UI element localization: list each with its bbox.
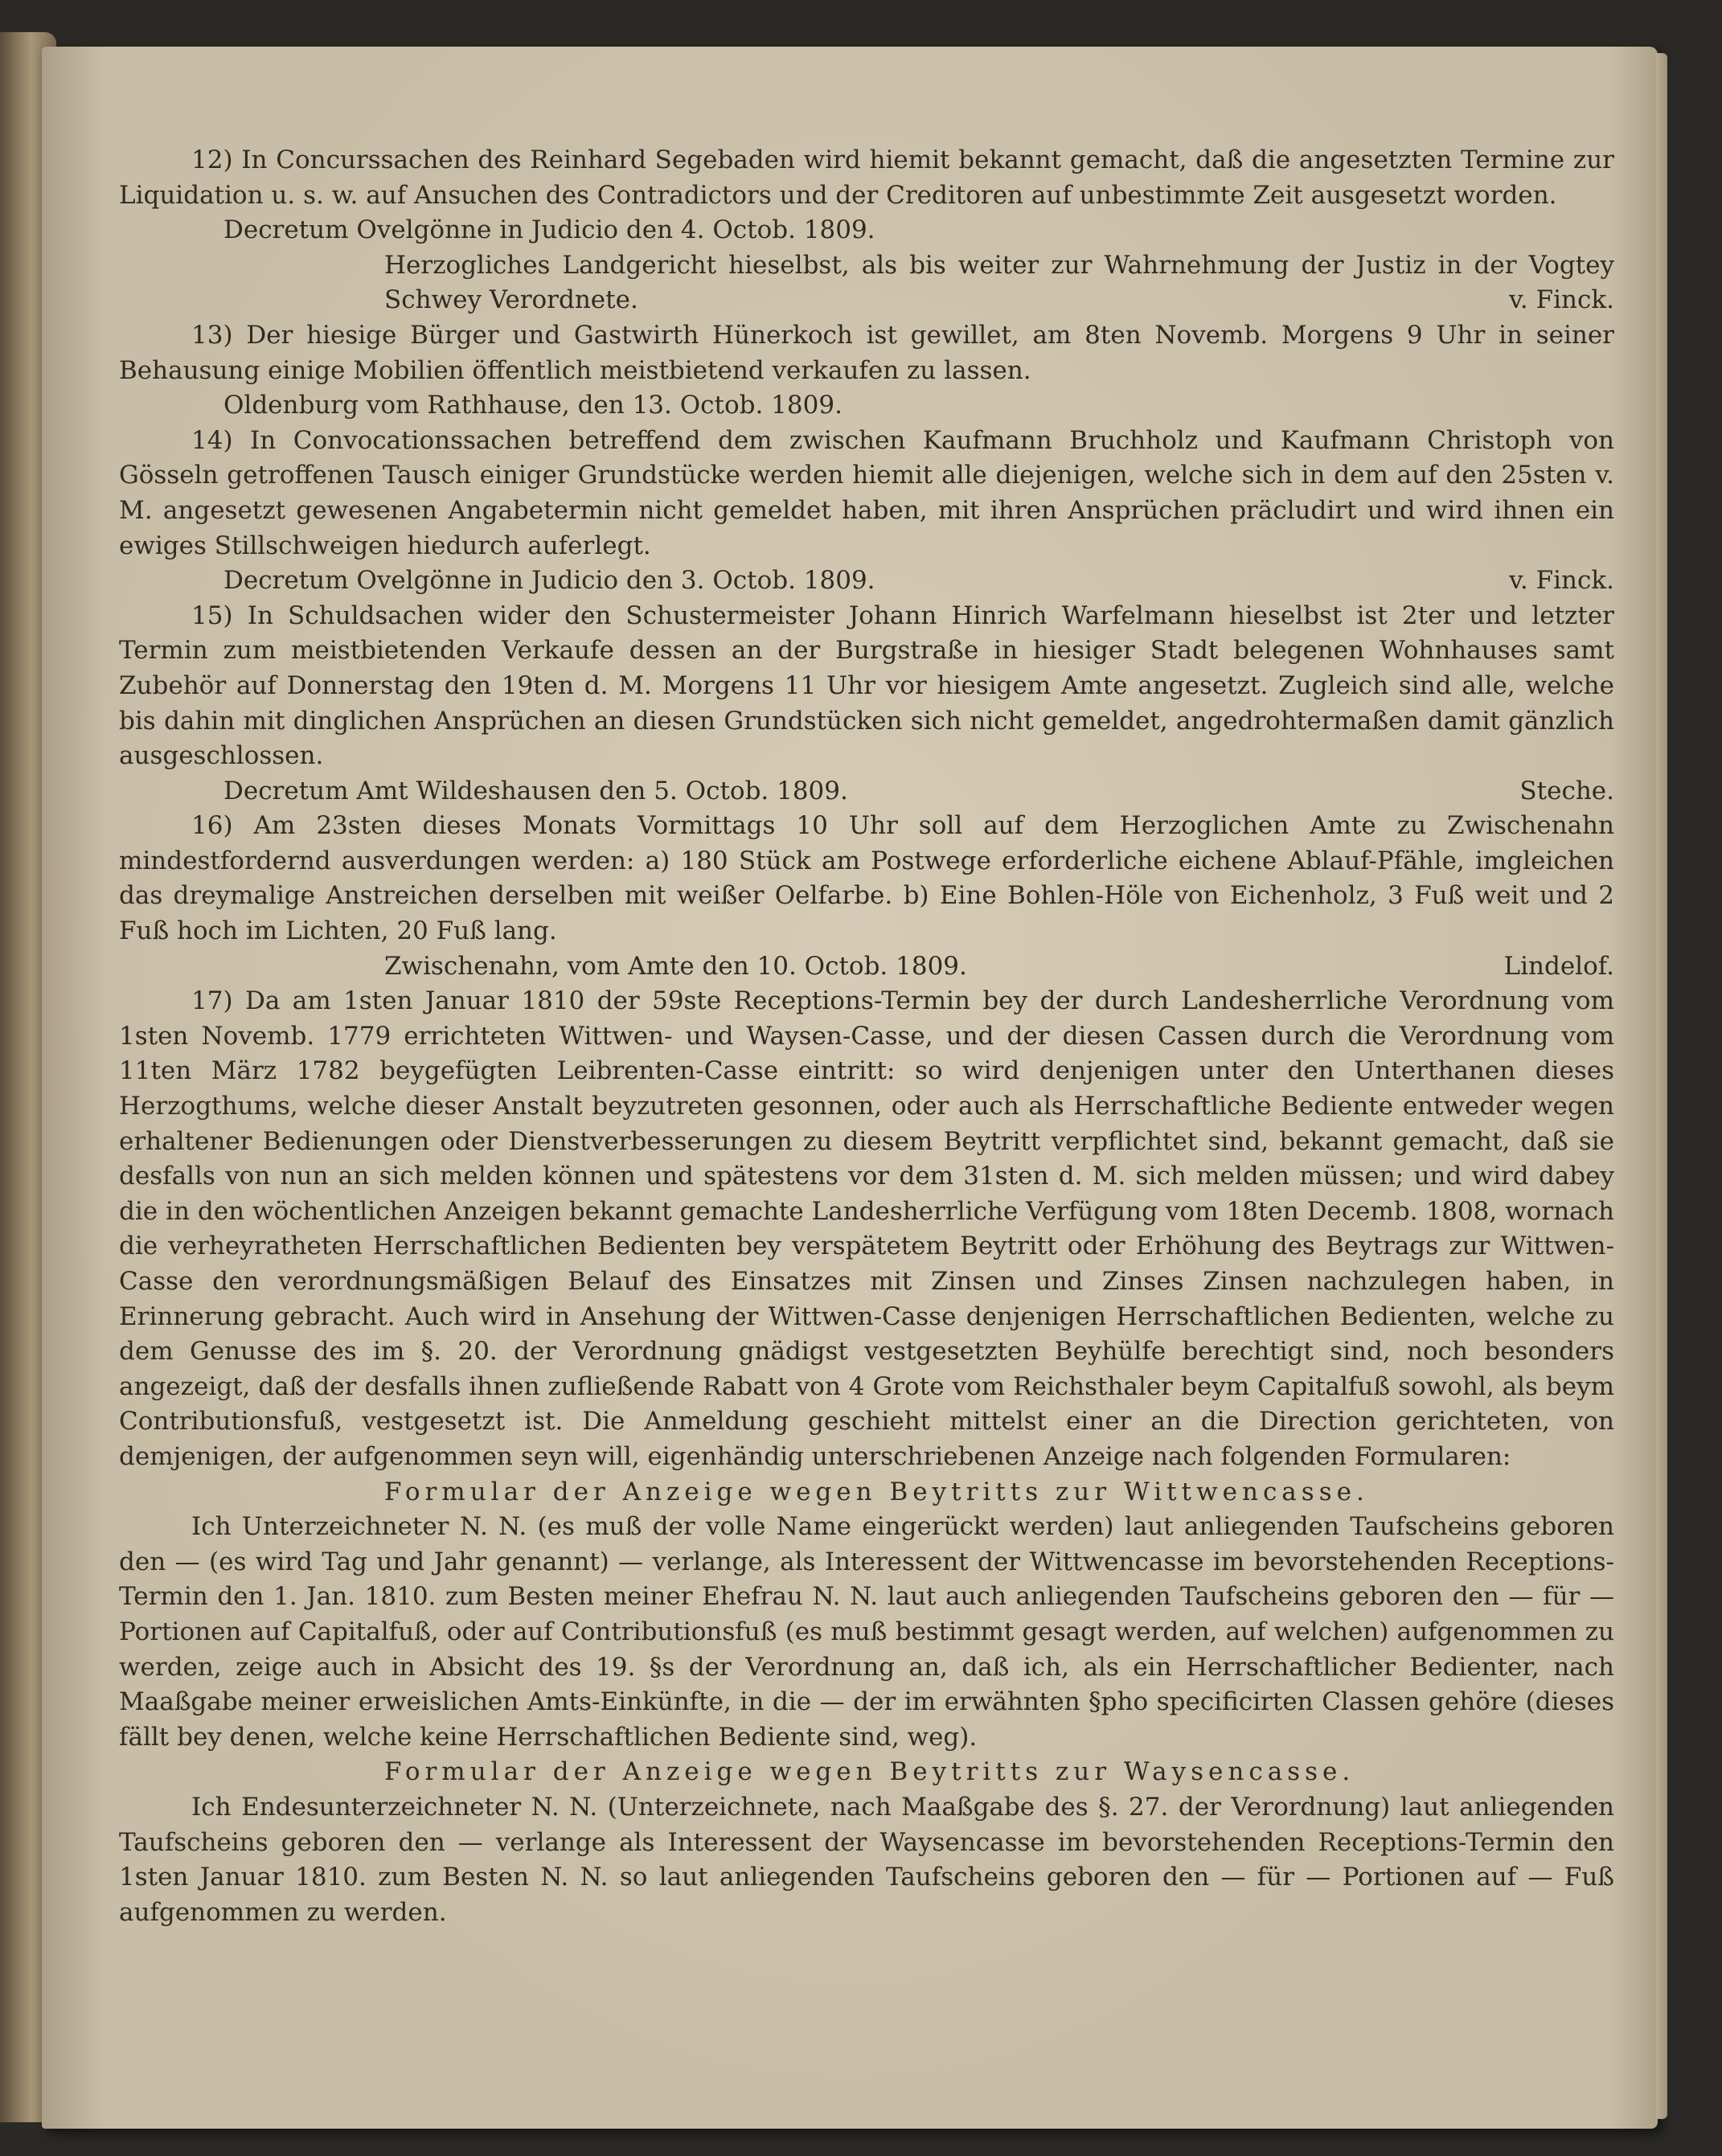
page-edge	[1656, 53, 1667, 2119]
entry-17	[119, 984, 1614, 1474]
entry-13	[119, 318, 1614, 388]
formular-2-heading: Formular der Anzeige wegen Beytritts zur Waysencasse.	[384, 1757, 1355, 1787]
signature: Lindelof.	[1503, 951, 1614, 981]
entry-text: In Schuldsachen wider den Schustermeister Johann Hinrich Warfelmann hieselbst ist 2ter und letzter Termin zum meistbietenden Verkaufe dessen an der Burgstraße in hiesiger Stadt belegenen Wohnhauses samt Zubehör auf Donnerstag den 19ten d. M. Morgens 11 Uhr vor hiesigem Amte angesetzt. Zugleich sind alle, welche bis dahin mit dinglichen Ansprüchen an diesen Grundstücken sich nicht gemeldet, angedrohtermaßen damit gänzlich ausgeschlossen.	[119, 600, 1614, 771]
formular-1-heading: Formular der Anzeige wegen Beytritts zur Wittwencasse.	[384, 1477, 1369, 1506]
signature: v. Finck.	[1509, 566, 1614, 596]
entry-text: Der hiesige Bürger und Gastwirth Hünerkoch ist gewillet, am 8ten Novemb. Morgens 9 Uhr in seiner Behausung einige Mobilien öffentlich meistbietend verkaufen zu lassen.	[119, 320, 1615, 385]
decree-line: Zwischenahn, vom Amte den 10. Octob. 1809.	[384, 951, 967, 981]
entry-number: 16)	[191, 811, 233, 841]
formular-2-text: Ich Endesunterzeichneter N. N. (Unterzeichnete, nach Maaßgabe des §. 27. der Verordnung) laut anliegenden Taufscheins geboren den — verlange als Interessent der Waysencasse im bevorstehenden Receptions-Termin den 1sten Januar 1810. zum Besten N. N. so laut anliegenden Taufscheins geboren den — für — Portionen auf — Fuß aufgenommen zu werden.	[119, 1792, 1614, 1927]
document-page	[42, 47, 1658, 2129]
decree-line: Oldenburg vom Rathhause, den 13. Octob. 1809.	[223, 391, 843, 420]
entry-14	[119, 424, 1614, 564]
decree-line: Decretum Ovelgönne in Judicio den 3. Octob. 1809.	[223, 566, 875, 596]
signature: v. Finck.	[1509, 285, 1614, 315]
entry-12-decree	[119, 213, 1614, 248]
entry-text: In Concurssachen des Reinhard Segebaden wird hiemit bekannt gemacht, daß die angesetzten Termine zur Liquidation u. s. w. auf Ansuchen des Contradictors und der Creditoren auf unbestimmte Zeit ausgesetzt worden.	[119, 146, 1614, 210]
entry-text: Da am 1sten Januar 1810 der 59ste Receptions-Termin bey der durch Landesherrliche Verordnung vom 1sten Novemb. 1779 errichteten Wittwen- und Waysen-Casse, und der diesen Cassen durch die Verordnung vom 11ten März 1782 beygefügten Leibrenten-Casse eintritt: so wird denjenigen unter den Unterthanen dieses Herzogthums, welche dieser Anstalt beyzutreten gesonnen, oder auch als Herrschaftliche Bediente entweder wegen erhaltener Bedienungen oder Dienstverbesserungen zu diesem Beytritt verpflichtet sind, bekannt gemacht, daß sie desfalls von nun an sich melden können und spätestens vor dem 31sten d. M. sich melden müssen; und wird dabey die in den wöchentlichen Anzeigen bekannt gemachte Landesherrliche Verfügung vom 18ten Decemb. 1808, wornach die verheyratheten Herrschaftlichen Bedienten bey verspätetem Beytritt oder Erhöhung des Beytrags zur Wittwen-Casse den verordnungsmäßigen Belauf des Einsatzes mit Zinsen und Zinses Zinsen nachzulegen haben, in Erinnerung gebracht. Auch wird in Ansehung der Wittwen-Casse denjenigen Herrschaftlichen Bedienten, welche zu dem Genusse des im §. 20. der Verordnung gnädigst vestgesetzten Beyhülfe berechtigt sind, noch besonders angezeigt, daß der desfalls ihnen zufließende Rabatt von 4 Grote vom Reichsthaler beym Capitalfuß sowohl, als beym Contributionsfuß, vestgesetzt ist. Die Anmeldung geschieht mittelst einer an die Direction gerichteten, von demjenigen, der aufgenommen seyn will, eigenhändig unterschriebenen Anzeige nach folgenden Formularen:	[119, 986, 1614, 1471]
entry-12	[119, 143, 1614, 213]
entry-13-decree	[119, 388, 1614, 424]
entry-14-decree	[119, 564, 1614, 599]
entry-text: Am 23sten dieses Monats Vormittags 10 Uhr soll auf dem Herzoglichen Amte zu Zwischenahn mindestfordernd ausverdungen werden: a) 180 Stück am Postwege erforderliche eichene Ablauf-Pfähle, imgleichen das dreymalige Anstreichen derselben mit weißer Oelfarbe. b) Eine Bohlen-Höle von Eichenholz, 3 Fuß weit und 2 Fuß hoch im Lichten, 20 Fuß lang.	[119, 811, 1614, 946]
decree-line: Decretum Amt Wildeshausen den 5. Octob. 1809.	[223, 776, 848, 805]
entry-number: 17)	[191, 986, 233, 1016]
entry-text: In Convocationssachen betreffend dem zwischen Kaufmann Bruchholz und Kaufmann Christoph von Gösseln getroffenen Tausch einiger Grundstücke werden hiemit alle diejenigen, welche sich in dem auf den 25sten v. M. angesetzt gewesenen Angabetermin nicht gemeldet haben, mit ihren Ansprüchen präcludirt und wird ihnen ein ewiges Stillschweigen hiedurch auferlegt.	[119, 425, 1614, 560]
entry-number: 12)	[191, 146, 233, 174]
entry-number: 14)	[191, 425, 233, 455]
authority-text: Herzogliches Landgericht hieselbst, als bis weiter zur Wahrnehmung der Justiz in der Vogtey Schwey Verordnete.	[384, 250, 1614, 315]
entry-16	[119, 809, 1614, 949]
entry-12-authority	[119, 248, 1614, 318]
document-text	[119, 143, 1614, 1930]
entry-15	[119, 599, 1614, 774]
decree-line: Decretum Ovelgönne in Judicio den 4. Octob. 1809.	[223, 215, 875, 245]
signature: Steche.	[1519, 776, 1614, 805]
formular-1-text: Ich Unterzeichneter N. N. (es muß der volle Name eingerückt werden) laut anliegenden Taufscheins geboren den — (es wird Tag und Jahr genannt) — verlange, als Interessent der Wittwencasse im bevorstehenden Receptions-Termin den 1. Jan. 1810. zum Besten meiner Ehefrau N. N. laut auch anliegenden Taufscheins geboren den — für — Portionen auf Capitalfuß, oder auf Contributionsfuß (es muß bestimmt gesagt werden, auf welchen) aufgenommen zu werden, zeige auch in Absicht des 19. §s der Verordnung an, daß ich, als ein Herrschaftlicher Bedienter, nach Maaßgabe meiner erweislichen Amts-Einkünfte, in die — der im erwähnten §pho specificirten Classen gehöre (dieses fällt bey denen, welche keine Herrschaftlichen Bediente sind, weg).	[119, 1512, 1614, 1752]
entry-15-decree	[119, 774, 1614, 810]
entry-number: 13)	[191, 320, 233, 350]
entry-16-decree	[119, 949, 1614, 985]
entry-number: 15)	[191, 600, 233, 630]
